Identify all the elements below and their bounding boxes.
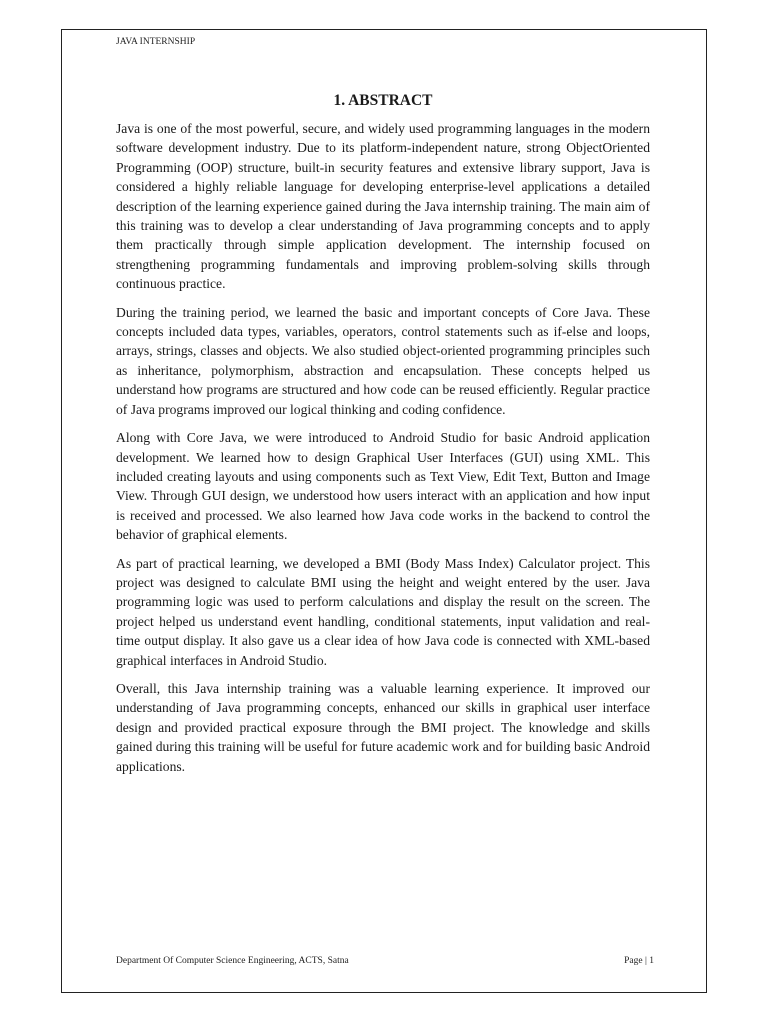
paragraph-1: Java is one of the most powerful, secure, and widely used programming languages in the modern software development industry. Due to its platform-independent nature, strong ObjectOriented Programming (OOP) structure, built-in security features and extensive library support, Java is considered a highly reliable language for developing enterprise-level applications a detailed description of the learning experience gained during the Java internship training. The main aim of this training was to develop a clear understanding of Java programming concepts and to apply them practically through simple application development. The internship focused on strengthening programming fundamentals and improving problem-solving skills through continuous practice. xyxy=(116,121,650,292)
footer-department: Department Of Computer Science Engineering, ACTS, Satna xyxy=(116,956,349,966)
paragraph-3: Along with Core Java, we were introduced to Android Studio for basic Android application development. We learned how to design Graphical User Interfaces (GUI) using XML. This included creating layouts and using components such as Text View, Edit Text, Button and Image View. Through GUI design, we understood how users interact with an application and how input is received and processed. We also learned how Java code works in the backend to control the behavior of graphical elements. xyxy=(116,430,650,543)
paragraph-5: Overall, this Java internship training was a valuable learning experience. It improved our understanding of Java programming concepts, enhanced our skills in graphical user interface design and provided practical exposure through the BMI project. The knowledge and skills gained during this training will be useful for future academic work and for building basic Android applications. xyxy=(116,680,650,774)
running-header: JAVA INTERNSHIP xyxy=(116,37,196,47)
section-title: 1. ABSTRACT xyxy=(333,92,433,109)
paragraph-2: During the training period, we learned the basic and important concepts of Core Java. These concepts included data types, variables, operators, control statements such as if-else and loops, arrays, strings, classes and objects. We also studied object-oriented programming principles such as inheritance, polymorphism, abstraction and encapsulation. These concepts helped us understand how programs are structured and how code can be reused efficiently. Regular practice of Java programs improved our logical thinking and coding confidence. xyxy=(116,304,650,417)
footer-page-number: Page | 1 xyxy=(624,956,654,966)
document-body xyxy=(116,90,650,785)
paragraph-4: As part of practical learning, we developed a BMI (Body Mass Index) Calculator project. This project was designed to calculate BMI using the height and weight entered by the user. Java programming logic was used to perform calculations and display the result on the screen. The project helped us understand event handling, conditional statements, input validation and real-time output display. It also gave us a clear idea of how Java code is connected with XML-based graphical interfaces in Android Studio. xyxy=(116,555,650,668)
